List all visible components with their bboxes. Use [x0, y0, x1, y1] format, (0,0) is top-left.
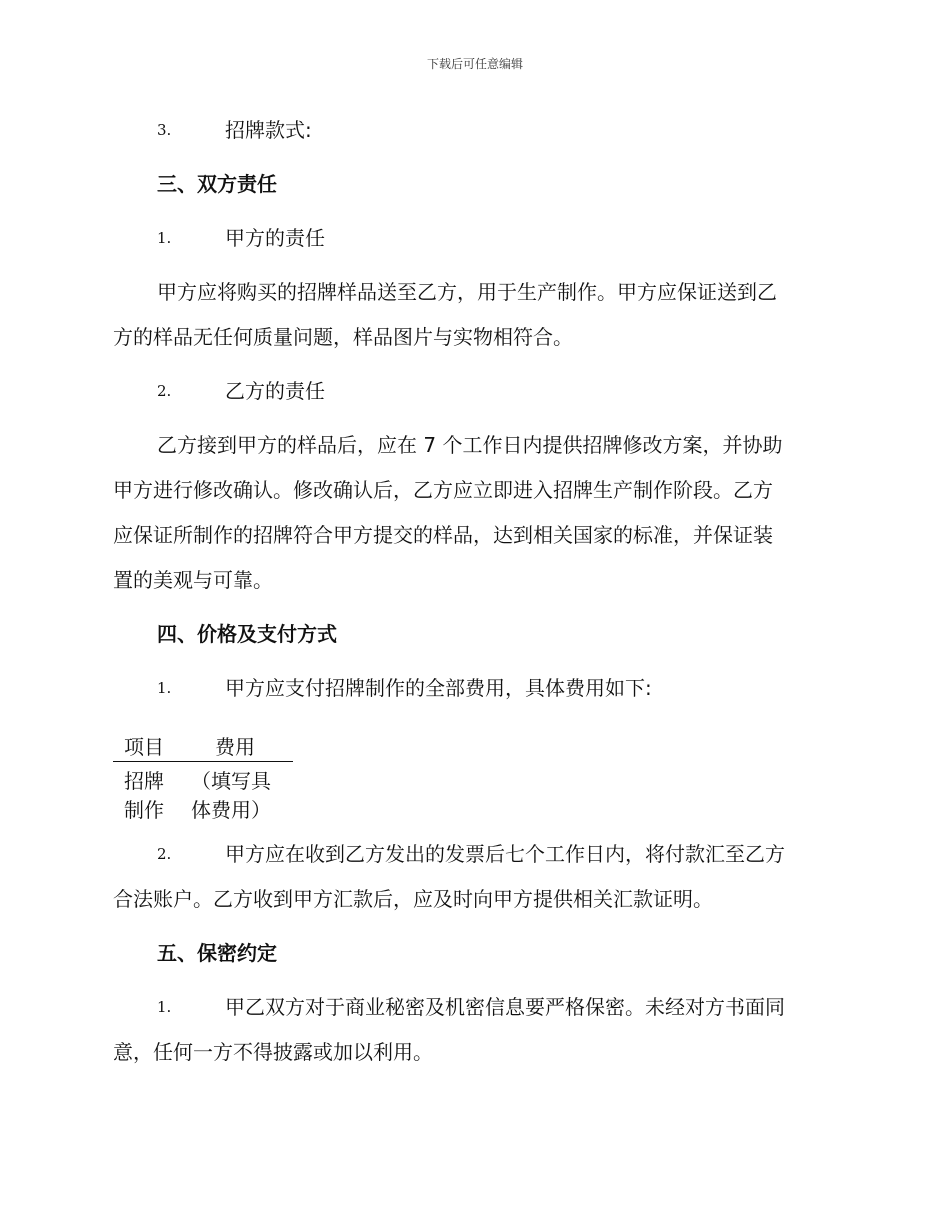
- paragraph-line: 甲方应将购买的招牌样品送至乙方，用于生产制作。甲方应保证送到乙: [157, 280, 777, 304]
- table-rule: [113, 761, 293, 762]
- section-heading: 三、双方责任: [157, 172, 277, 196]
- table-cell-fee: 体费用）: [191, 798, 271, 822]
- item-number: 1.: [157, 229, 172, 247]
- item-text: 甲方的责任: [225, 226, 325, 250]
- item-number: 1.: [157, 679, 172, 697]
- item-text: 乙方的责任: [225, 379, 325, 403]
- paragraph-line: 方的样品无任何质量问题，样品图片与实物相符合。: [113, 325, 573, 349]
- paragraph-line: 甲方进行修改确认。修改确认后，乙方应立即进入招牌生产制作阶段。乙方: [113, 478, 773, 502]
- item-text: 招牌款式:: [225, 118, 312, 142]
- item-text: 甲乙双方对于商业秘密及机密信息要严格保密。未经对方书面同: [225, 995, 785, 1019]
- table-cell-item: 制作: [124, 798, 164, 822]
- item-text: 甲方应在收到乙方发出的发票后七个工作日内，将付款汇至乙方: [225, 842, 785, 866]
- section-heading: 五、保密约定: [157, 941, 277, 965]
- table-cell-fee: （填写具: [191, 769, 271, 793]
- page-header: 下载后可任意编辑: [426, 57, 523, 71]
- section-heading: 四、价格及支付方式: [157, 622, 337, 646]
- table-header-item: 项目: [124, 735, 164, 759]
- item-text: 甲方应支付招牌制作的全部费用，具体费用如下:: [225, 676, 652, 700]
- item-number: 1.: [157, 998, 172, 1016]
- item-number: 2.: [157, 382, 172, 400]
- paragraph-line: 合法账户。乙方收到甲方汇款后，应及时向甲方提供相关汇款证明。: [113, 887, 713, 911]
- paragraph-line: 乙方接到甲方的样品后，应在 7 个工作日内提供招牌修改方案，并协助: [157, 433, 783, 457]
- paragraph-line: 意，任何一方不得披露或加以利用。: [113, 1040, 433, 1064]
- table-header-fee: 费用: [215, 735, 255, 759]
- item-number: 2.: [157, 845, 172, 863]
- table-cell-item: 招牌: [124, 769, 164, 793]
- paragraph-line: 应保证所制作的招牌符合甲方提交的样品，达到相关国家的标准，并保证装: [113, 523, 773, 547]
- item-number: 3.: [157, 121, 172, 139]
- paragraph-line: 置的美观与可靠。: [113, 568, 273, 592]
